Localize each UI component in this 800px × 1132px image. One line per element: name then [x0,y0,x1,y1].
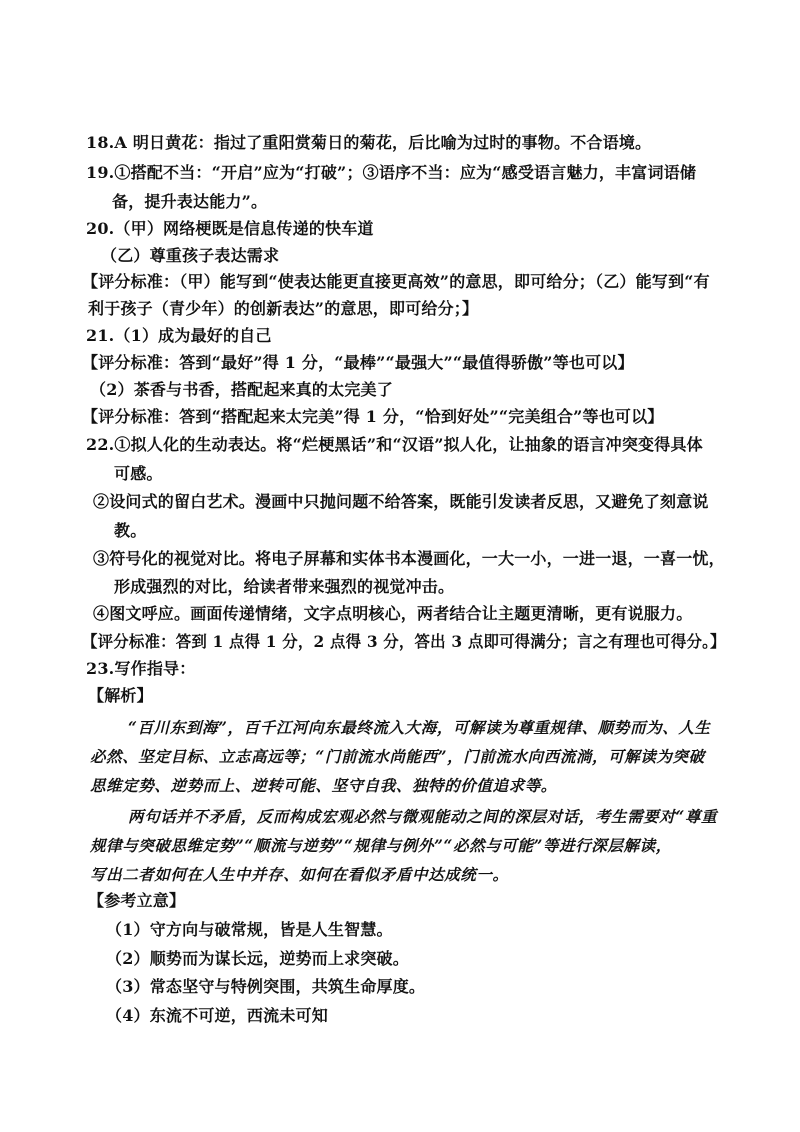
q23-idea-1: （1）守方向与破常规，皆是人生智慧。 [106,920,393,939]
q22-point4: ④图文呼应。画面传递情绪，文字点明核心，两者结合让主题更清晰，更有说服力。 [93,604,693,623]
q23-para2-line3: 写出二者如何在人生中并存、如何在看似矛盾中达成统一。 [90,865,509,884]
q23-analysis-heading: 【解析】 [88,686,153,705]
q20-criteria-line1: 【评分标准：（甲）能写到“使表达能更直接更高效”的意思，即可给分；（乙）能写到“有 [82,272,710,291]
q22-point1-line1: 22.①拟人化的生动表达。将“烂梗黑话”和“汉语”拟人化，让抽象的语言冲突变得具体 [86,435,703,454]
q23-para1-line3: 思维定势、逆势而上、逆转可能、坚守自我、独特的价值追求等。 [90,776,557,795]
q19-answer-line2: 备，提升表达能力”。 [112,192,268,211]
q23-idea-4: （4）东流不可逆，西流未可知 [106,1006,328,1025]
q23-para1-line1: “百川东到海”，百千江河向东最终流入大海，可解读为尊重规律、顺势而为、人生 [128,718,711,737]
q23-reference-heading: 【参考立意】 [88,891,186,910]
q22-point3-line2: 形成强烈的对比，给读者带来强烈的视觉冲击。 [114,577,455,596]
q21-criteria2: 【评分标准：答到“搭配起来太完美”得 1 分，“恰到好处”“完美组合”等也可以】 [82,407,664,426]
q23-title: 23.写作指导： [86,659,196,678]
q23-para2-line2: 规律与突破思维定势”“顺流与逆势”“规律与例外”“必然与可能”等进行深层解读， [90,836,672,855]
q20-answer-yi: （乙）尊重孩子表达需求 [101,246,280,265]
q22-point3-line1: ③符号化的视觉对比。将电子屏幕和实体书本漫画化，一大一小，一进一退，一喜一忧， [93,549,725,568]
q22-point1-line2: 可感。 [114,464,163,483]
q23-idea-3: （3）常态坚守与特例突围，共筑生命厚度。 [106,977,426,996]
q23-idea-2: （2）顺势而为谋长远，逆势而上求突破。 [106,949,409,968]
q19-answer-line1: 19.①搭配不当：“开启”应为“打破”；③语序不当：应为“感受语言魅力，丰富词语储 [86,163,697,182]
q23-para2-line1: 两句话并不矛盾，反而构成宏观必然与微观能动之间的深层对话，考生需要对“尊重 [128,807,718,826]
q20-answer-jia: 20.（甲）网络梗既是信息传递的快车道 [86,219,374,238]
q22-point2-line1: ②设问式的留白艺术。漫画中只抛问题不给答案，既能引发读者反思，又避免了刻意说 [93,492,709,511]
q21-criteria1: 【评分标准：答到“最好”得 1 分，“最棒”“最强大”“最值得骄傲”等也可以】 [82,353,634,372]
q18-answer: 18.A 明日黄花：指过了重阳赏菊日的菊花，后比喻为过时的事物。不合语境。 [86,133,652,152]
q22-criteria: 【评分标准：答到 1 点得 1 分，2 点得 3 分，答出 3 点即可得满分；言之有理也可得分。】 [82,632,726,651]
q22-point2-line2: 教。 [114,521,147,540]
q23-para1-line2: 必然、坚定目标、立志高远等；“门前流水尚能西”，门前流水向西流淌，可解读为突破 [90,747,705,766]
q21-answer-part1: 21.（1）成为最好的自己 [86,326,272,345]
q20-criteria-line2: 利于孩子（青少年）的创新表达”的意思，即可给分；】 [88,299,479,318]
q21-answer-part2: （2）茶香与书香，搭配起来真的太完美了 [90,380,393,399]
